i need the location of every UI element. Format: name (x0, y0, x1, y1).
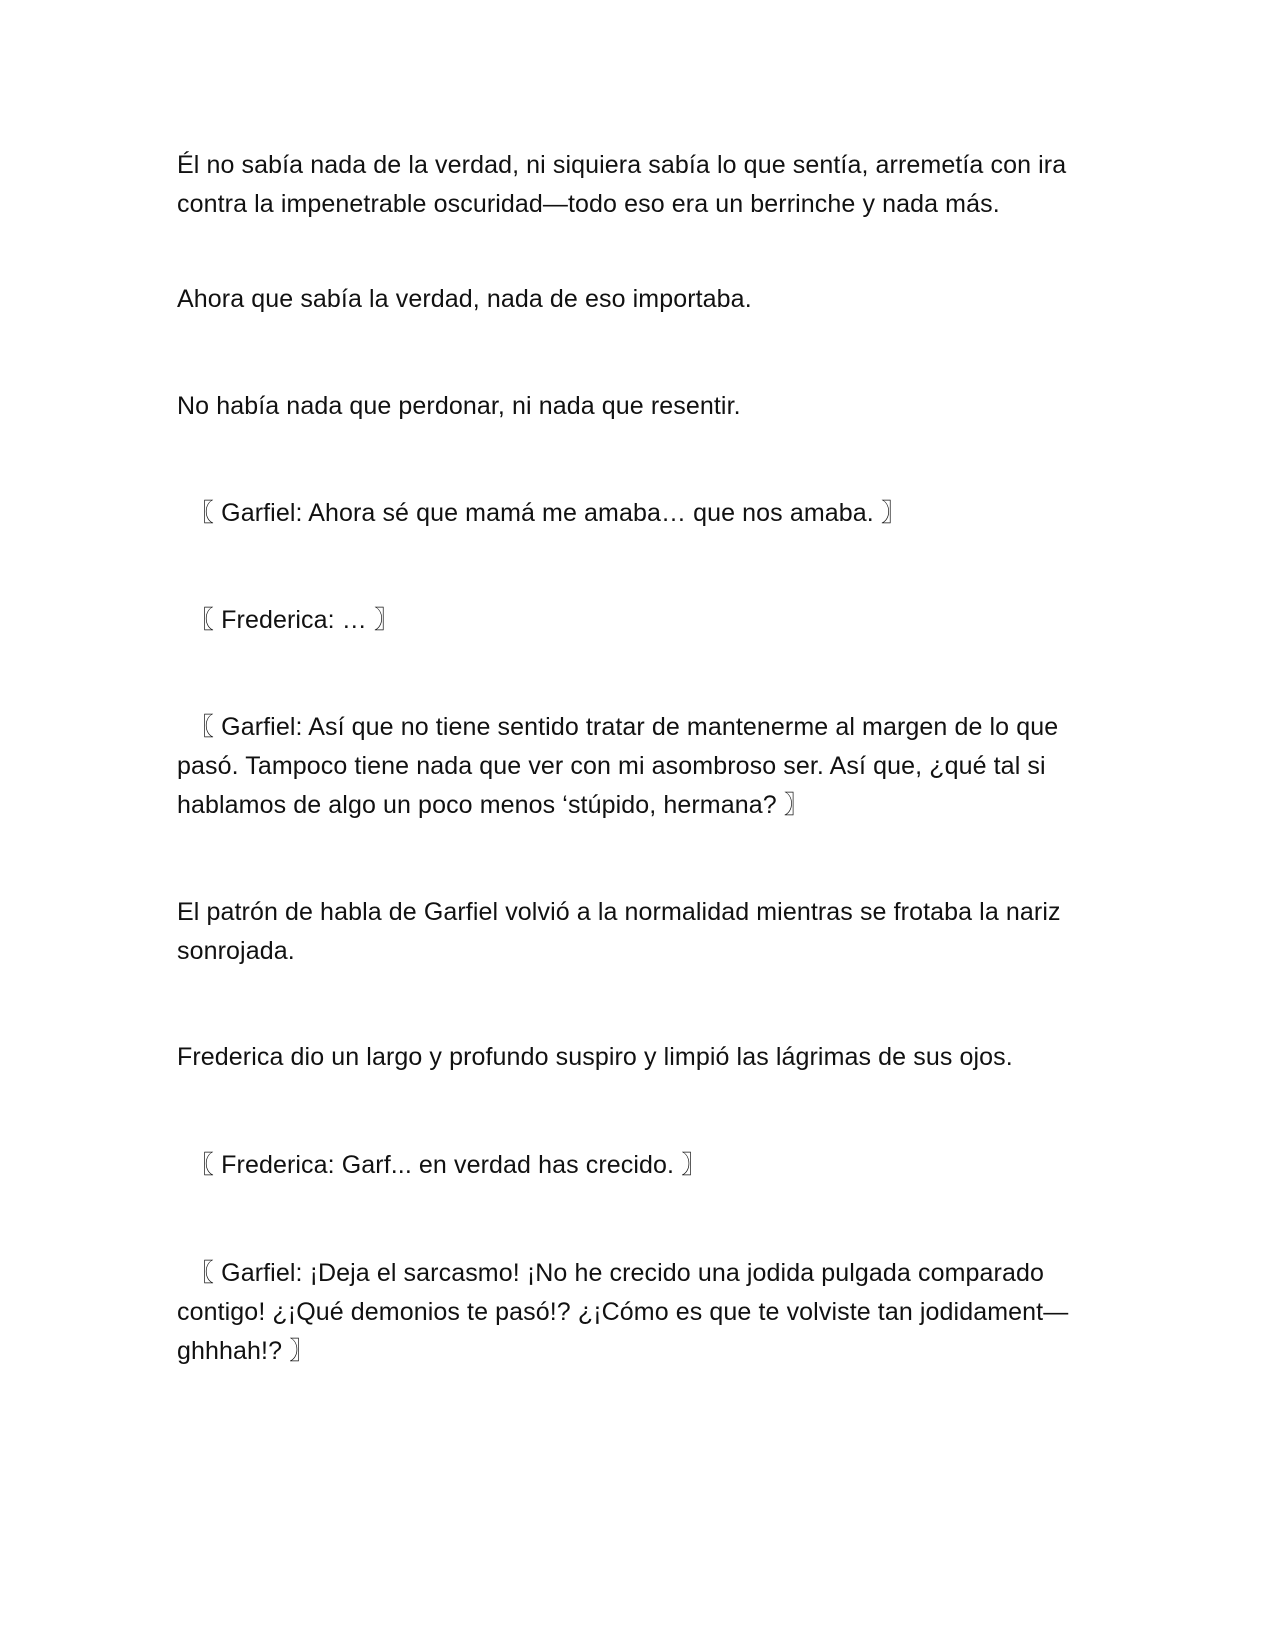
paragraph-narration-5: Frederica dio un largo y profundo suspiro y limpió las lágrimas de sus ojos. (177, 1043, 1013, 1071)
paragraph-narration-4: El patrón de habla de Garfiel volvió a la normalidad mientras se frotaba la nariz sonrojada. (177, 898, 1061, 965)
dialogue-frederica-1: 〖 Frederica: … 〗 (189, 606, 399, 634)
dialogue-garfiel-2: 〖 Garfiel: Así que no tiene sentido tratar de mantenerme al margen de lo que pasó. Tampoco tiene nada que ver con mi asombroso ser. Así que, ¿qué tal si hablamos de algo un poco menos ‘stúpido, hermana? 〗 (177, 713, 1059, 819)
paragraph-narration-2: Ahora que sabía la verdad, nada de eso importaba. (177, 285, 752, 313)
dialogue-frederica-2: 〖 Frederica: Garf... en verdad has crecido. 〗 (189, 1151, 707, 1179)
dialogue-garfiel-1: 〖 Garfiel: Ahora sé que mamá me amaba… que nos amaba. 〗 (189, 499, 906, 527)
paragraph-narration-3: No había nada que perdonar, ni nada que resentir. (177, 392, 741, 420)
dialogue-garfiel-3: 〖 Garfiel: ¡Deja el sarcasmo! ¡No he crecido una jodida pulgada comparado contigo! ¿¡Qué demonios te pasó!? ¿¡Cómo es que te volviste tan jodidament—ghhhah!? 〗 (177, 1259, 1069, 1365)
paragraph-narration-1: Él no sabía nada de la verdad, ni siquiera sabía lo que sentía, arremetía con ira contra la impenetrable oscuridad—todo eso era un berrinche y nada más. (177, 151, 1067, 218)
